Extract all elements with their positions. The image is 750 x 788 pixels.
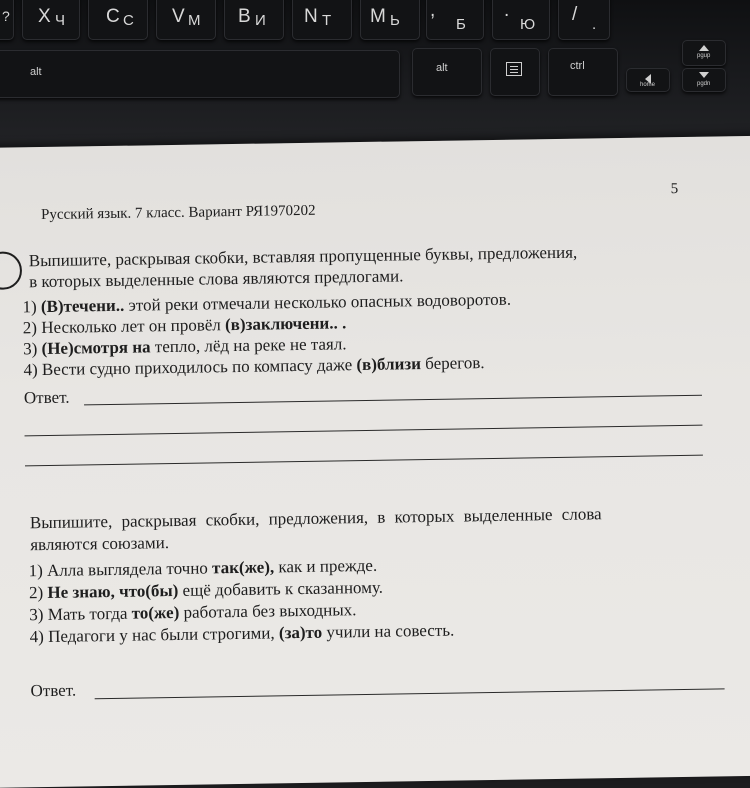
task1-answer-line-2[interactable] xyxy=(25,425,703,437)
task2-answer-label: Ответ. xyxy=(30,680,77,701)
task1-item-1: 1) (В)течени.. этой реки отмечали несколько опасных водоворотов. xyxy=(22,289,512,317)
task1-instruction-line2: в которых выделенные слова являются предлогами. xyxy=(28,266,404,292)
task2-item-3: 3) Мать тогда то(же) работала без выходных. xyxy=(29,600,357,625)
key-comma[interactable]: , Б xyxy=(426,0,484,40)
arrow-up-icon xyxy=(699,45,709,51)
task1-answer-line-1[interactable] xyxy=(84,395,702,406)
key-down[interactable]: pgdn xyxy=(682,68,726,92)
worksheet-header: Русский язык. 7 класс. Вариант РЯ1970202 xyxy=(40,202,316,224)
key-m[interactable]: M Ь xyxy=(360,0,420,40)
key-n[interactable]: N Т xyxy=(292,0,352,40)
task1-item-4: 4) Вести судно приходилось по компасу даже (в)близи берегов. xyxy=(23,353,485,380)
key-v[interactable]: V М xyxy=(156,0,216,40)
arrow-down-icon xyxy=(699,72,709,78)
key-up[interactable]: pgup xyxy=(682,40,726,66)
worksheet-page xyxy=(0,135,750,787)
key-ctrl[interactable]: ctrl xyxy=(548,48,618,96)
key-alt-left[interactable]: alt xyxy=(0,50,400,98)
task2-item-1: 1) Алла выглядела точно так(же), как и прежде. xyxy=(28,555,378,581)
task-number-circle xyxy=(0,251,22,290)
page-number: 5 xyxy=(670,181,679,198)
task1-item-2: 2) Несколько лет он провёл (в)заключени.. . xyxy=(22,313,347,338)
key-c[interactable]: C С xyxy=(88,0,148,40)
key-b[interactable]: B И xyxy=(224,0,284,40)
key-menu[interactable] xyxy=(490,48,540,96)
task2-item-4: 4) Педагоги у нас были строгими, (за)то учили на совесть. xyxy=(29,620,455,647)
task2-instruction-line2: являются союзами. xyxy=(30,533,170,555)
task1-instruction-line1: Выпишите, раскрывая скобки, вставляя пропущенные буквы, предложения, xyxy=(28,242,578,271)
key-left[interactable]: home xyxy=(626,68,670,92)
laptop-keyboard xyxy=(0,0,750,150)
task1-item-3: 3) (Не)смотря на тепло, лёд на реке не таял. xyxy=(23,334,347,359)
task1-answer-line-3[interactable] xyxy=(25,455,703,467)
key-period[interactable]: . Ю xyxy=(492,0,550,40)
task2-answer-line[interactable] xyxy=(95,688,725,699)
menu-icon xyxy=(506,62,522,76)
task1-answer-label: Ответ. xyxy=(23,387,70,408)
key-alt-right[interactable]: alt xyxy=(412,48,482,96)
key-slash[interactable]: / . xyxy=(558,0,610,40)
key-partial-left[interactable]: ? xyxy=(0,0,14,40)
key-x[interactable]: X Ч xyxy=(22,0,80,40)
task2-instruction-line1: Выпишите, раскрывая скобки, предложения, в которых выделенные слова xyxy=(29,504,602,533)
task2-item-2: 2) Не знаю, что(бы) ещё добавить к сказанному. xyxy=(28,577,384,603)
